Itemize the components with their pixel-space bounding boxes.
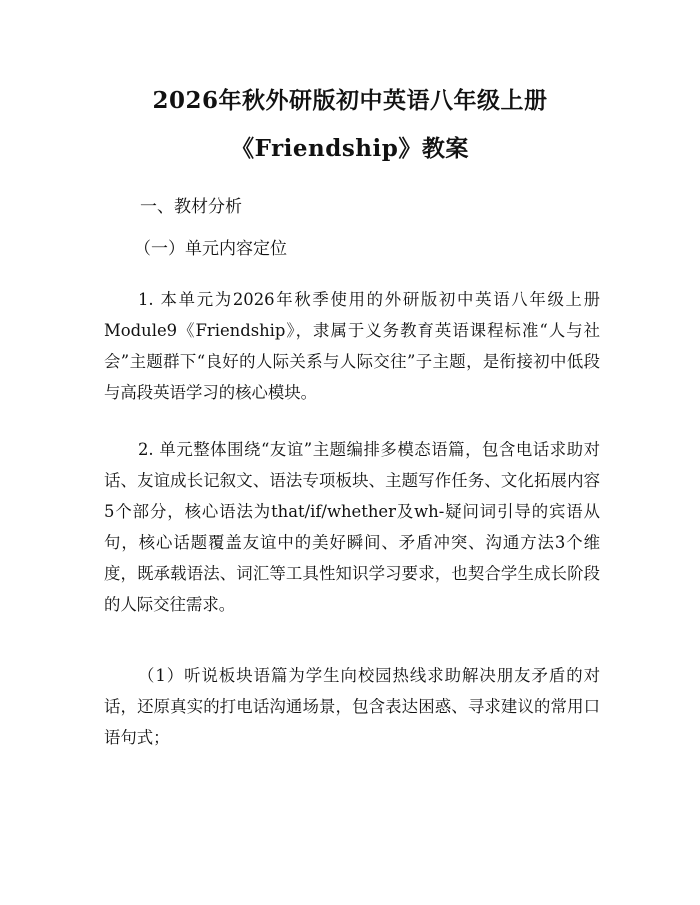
subsection-heading: （一）单元内容定位: [134, 239, 287, 259]
paragraph-1: 1. 本单元为2026年秋季使用的外研版初中英语八年级上册Module9《Friendship》，隶属于义务教育英语课程标准“人与社会”主题群下“良好的人际关系与人际交往”子主题，是衔接初中低段与高段英语学习的核心模块。: [104, 290, 600, 402]
paragraph-3: （1）听说板块语篇为学生向校园热线求助解决朋友矛盾的对话，还原真实的打电话沟通场景，包含表达困惑、寻求建议的常用口语句式；: [104, 666, 600, 747]
section-heading: 一、教材分析: [140, 197, 242, 217]
document-title-line1: 2026年秋外研版初中英语八年级上册: [152, 87, 548, 114]
document-title-line2: 《Friendship》教案: [231, 135, 469, 162]
paragraph-2: 2. 单元整体围绕“友谊”主题编排多模态语篇，包含电话求助对话、友谊成长记叙文、语法专项板块、主题写作任务、文化拓展内容5个部分，核心语法为that/if/whether及wh-疑问词引导的宾语从句，核心话题覆盖友谊中的美好瞬间、矛盾冲突、沟通方法3个维度，既承载语法、词汇等工具性知识学习要求，也契合学生成长阶段的人际交往需求。: [104, 440, 600, 614]
